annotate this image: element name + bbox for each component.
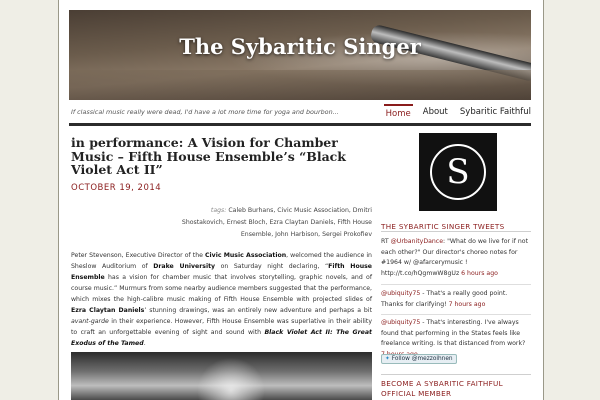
- tweets-divider: [381, 231, 531, 232]
- tweet-time[interactable]: 7 hours ago: [448, 300, 486, 308]
- tags-label: tags:: [210, 207, 227, 214]
- main-nav: [384, 104, 533, 121]
- nav-home[interactable]: Home: [384, 104, 413, 121]
- body-text-7: .: [143, 340, 146, 347]
- site-logo[interactable]: [419, 133, 497, 211]
- twitter-follow-button[interactable]: [381, 354, 457, 364]
- tweet-handle[interactable]: @ubiquity75: [381, 319, 421, 326]
- page-wrapper: [58, 0, 544, 400]
- nav-about[interactable]: About: [422, 107, 448, 117]
- follow-label: Follow @mezzoihnen: [391, 356, 453, 362]
- body-bold-4: Ezra Claytan Daniels: [71, 307, 145, 314]
- nav-divider: [69, 123, 531, 126]
- body-bold-2: Drake University: [153, 263, 216, 270]
- post-tags: [169, 205, 372, 241]
- site-title[interactable]: The Sybaritic Singer: [179, 34, 421, 59]
- logo-ring: [430, 144, 486, 200]
- tweet-divider: [381, 284, 531, 285]
- header-banner[interactable]: [69, 10, 531, 100]
- body-bold-1: Civic Music Association: [205, 252, 287, 259]
- site-tagline: If classical music really were dead, I'd have a lot more time for yoga and bourbon...: [71, 108, 339, 116]
- tweet-item: [381, 237, 531, 279]
- body-text-5: ’ stunning drawings, was an entirely new adventure and perhaps a bit: [144, 307, 372, 314]
- nav-sybaritic-faithful[interactable]: Sybaritic Faithful: [459, 107, 531, 117]
- tweet-time[interactable]: 6 hours ago: [461, 269, 498, 277]
- body-text-4: has a vision for chamber music that involves storytelling, graphic novels, and of course music.” Murmurs from some nearby audience members suggested that the performance, which mixes the high-calibre music making of Fifth House Ensemble with projected slides of: [71, 274, 372, 303]
- tweet-handle[interactable]: @UrbanityDance: [390, 238, 444, 245]
- banner-table-image: [69, 70, 531, 100]
- twitter-bird-icon: ✦: [385, 356, 390, 362]
- tweet-text: : "What do we live for if not each other?" Our director's choreo notes for #1964 w/ @afarcerymusic ! http://t.co/hQgmwW8gUz: [381, 238, 528, 277]
- post-body: [71, 250, 372, 349]
- post-title[interactable]: in performance: A Vision for Chamber Music – Fifth House Ensemble’s “Black Violet Act II”: [71, 135, 346, 177]
- post-date[interactable]: OCTOBER 19, 2014: [71, 183, 162, 193]
- body-text-6: in their experience. However, Fifth House Ensemble was superlative in their ability to craft an unforgettable evening of sight and sound with: [71, 318, 372, 336]
- tweets-heading: THE SYBARITIC SINGER TWEETS: [381, 222, 505, 231]
- post-image-light: [191, 352, 271, 400]
- tweet-prefix: RT: [381, 238, 391, 245]
- body-text-2: , welcomed the audience in Sheslow Auditorium of: [71, 252, 372, 270]
- faithful-heading: BECOME A SYBARITIC FAITHFUL OFFICIAL MEMBER: [381, 374, 531, 399]
- body-bold-italic-1: Black Violet Act II: The Great Exodus of the Tamed: [71, 329, 372, 347]
- tweet-text: - That's a really good point. Thanks for clarifying!: [381, 290, 508, 308]
- body-italic-1: avant-garde: [71, 318, 109, 325]
- logo-letter: S: [446, 152, 470, 192]
- tweet-divider: [381, 314, 531, 315]
- tweet-text: - That's interesting. I've always found that performing in the States feels like freelance writing. Is that distanced from work?: [381, 319, 526, 347]
- body-bold-3: Fifth House Ensemble: [71, 263, 372, 281]
- body-text-3: on Saturday night declaring, “: [215, 263, 329, 270]
- tweet-item: [381, 289, 531, 310]
- tweet-handle[interactable]: @ubiquity75: [381, 290, 421, 297]
- post-image[interactable]: [71, 352, 372, 400]
- body-text-1: Peter Stevenson, Executive Director of the: [71, 252, 206, 259]
- tags-list[interactable]: Caleb Burhans, Civic Music Association, Dmitri Shostakovich, Ernest Bloch, Ezra Claytan Daniels, Fifth House Ensemble, John Harbison, Sergei Prokofiev: [181, 207, 372, 238]
